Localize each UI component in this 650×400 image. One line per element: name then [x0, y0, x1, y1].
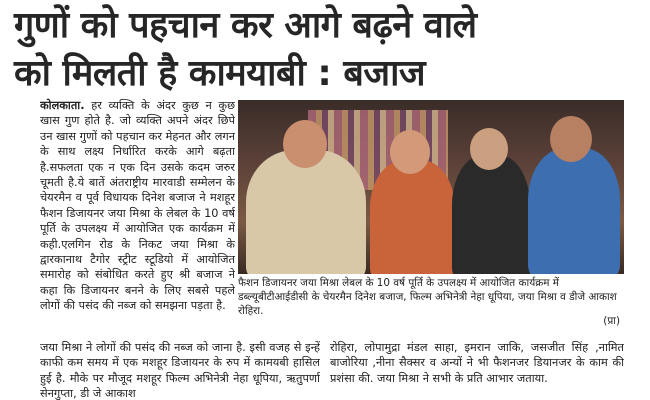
person-jaya-mishra [370, 160, 455, 274]
person-neha-dhupia [452, 155, 530, 274]
person-head [390, 130, 430, 174]
person-head [470, 128, 508, 170]
intro-paragraph: हर व्यक्ति के अंदर कुछ न कुछ खास गुण होते है. जो व्यक्ति अपने अंदर छिपे उन खास गुणों को पहचान कर मेहनत और लगन के साथ लक्ष्य निर्धारित करके आगे बढ़ता है.सफलता एक न एक दिन उसके कदम जरुर चूमती है.ये बातें अंतराष्ट्रीय मारवाडी सम्मेलन के चेयरमैन व पूर्व विधायक दिनेश बजाज ने मशहूर फैशन डिजायनर जया मिश्रा के लेबल के 10 वर्ष पूर्ति के उपलक्ष्य में आयोजित एक कार्यक्रम में कही.एलगिन रोड के निकट जया मिश्रा के द्वारकानाथ टैगोर स्ट्रीट स्टूडियो में आयोजित समारोह को संबोधित करते हुए श्री बजाज ने कहा कि डिजायनर बनने के लिए सबसे पहले लोगों की पसंद की नब्ज को समझना पड़ता है. [40, 99, 235, 313]
body-column-right: रोहिरा, लोपामुद्रा मंडल साहा, इमरान जाकि, जसजीत सिंह ,नामित बाजोरिया ,नीना सैक्सर व अन्यों ने भी फैशनजर डियानजर के काम की प्रशंसा की. जया मिश्रा ने सभी के प्रति आभार जताया. [330, 341, 624, 385]
headline-line-2: को मिलती है कामयाबी : बजाज [14, 53, 426, 94]
person-head [550, 116, 592, 162]
headline-line-1: गुणों को पहचान कर आगे बढ़ने वाले [14, 5, 477, 46]
intro-column [40, 98, 235, 344]
dateline: कोलकाता. [40, 99, 85, 112]
person-dinesh-bajaj [246, 150, 366, 274]
photo-credit: (प्रा) [603, 315, 620, 327]
headline [14, 2, 640, 98]
body-column-left: जया मिश्रा ने लोगों की पसंद की नब्ज को जाना है. इसी वजह से इन्हें काफी कम समय में एक मशहूर डिजायनर के रुप में कामयबी हासिल हुई है. मौके पर मौजूद मशहूर फिल्म अभिनेत्री नेहा धूपिया, ऋतुपर्णा सेनगुप्ता, डी जे आकाश [40, 341, 320, 400]
photo-caption [238, 276, 624, 328]
event-photo [238, 100, 624, 274]
person-aakash-rohira [528, 148, 620, 274]
person-head [283, 120, 327, 168]
caption-text: फैशन डिजायनर जया मिश्रा लेबल के 10 वर्ष पूर्ति के उपलक्ष्य में आयोजित कार्यक्रम में डब्ल्यूबीटीआईडीसी के चेयरमैन दिनेश बजाज, फिल्म अभिनेत्री नेहा धूपिया, जया मिश्रा व डीजे आकाश रोहिरा. [238, 277, 617, 317]
